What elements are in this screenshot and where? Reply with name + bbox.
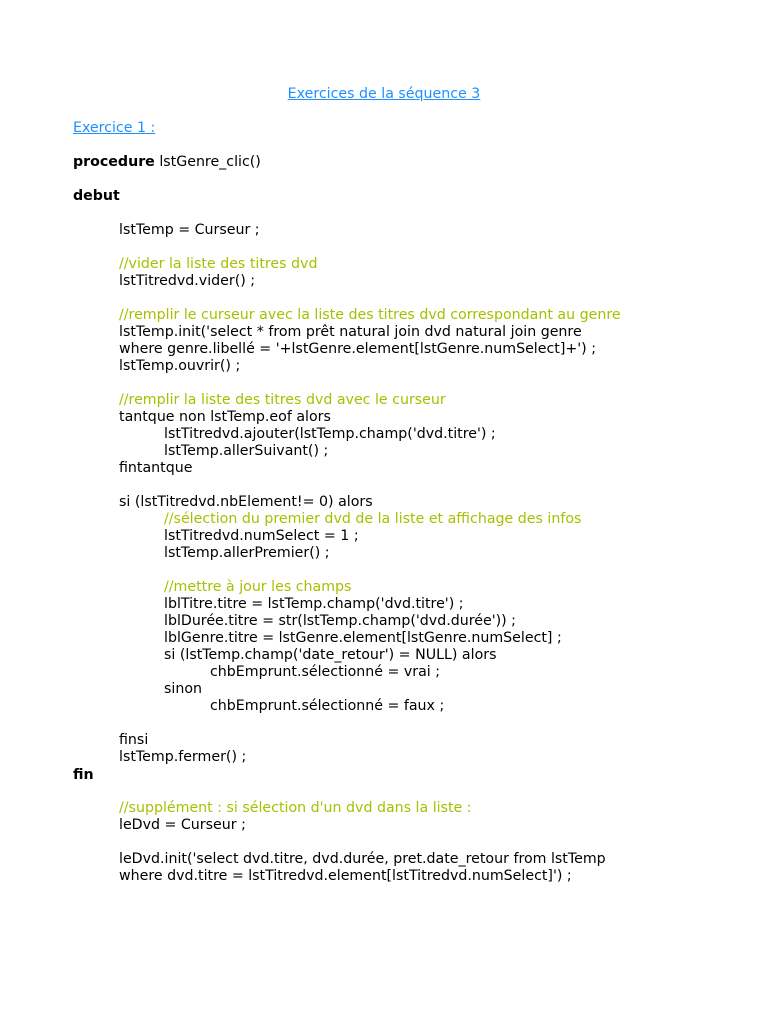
code-line: where genre.libellé = '+lstGenre.element[lstGenre.numSelect]+') ; <box>119 341 596 357</box>
code-line: finsi <box>119 732 149 748</box>
code-comment: //mettre à jour les champs <box>164 579 352 595</box>
procedure-line <box>73 154 261 171</box>
code-line: lstTemp.init('select * from prêt natural join dvd natural join genre <box>119 324 582 340</box>
code-line: si (lstTitredvd.nbElement!= 0) alors <box>119 494 373 510</box>
code-line: fintantque <box>119 460 193 476</box>
code-line: chbEmprunt.sélectionné = faux ; <box>210 698 445 714</box>
code-line: lstTemp.allerSuivant() ; <box>164 443 329 459</box>
document-title: Exercices de la séquence 3 <box>287 86 481 102</box>
code-line: lstTemp.fermer() ; <box>119 749 247 765</box>
code-line: leDvd = Curseur ; <box>119 817 246 833</box>
code-line: sinon <box>164 681 202 697</box>
code-line: lstTitredvd.ajouter(lstTemp.champ('dvd.titre') ; <box>164 426 496 442</box>
code-line: lblDurée.titre = str(lstTemp.champ('dvd.durée')) ; <box>164 613 516 629</box>
code-line: where dvd.titre = lstTitredvd.element[lstTitredvd.numSelect]') ; <box>119 868 572 884</box>
code-line: chbEmprunt.sélectionné = vrai ; <box>210 664 441 680</box>
procedure-keyword: procedure <box>73 154 155 170</box>
code-comment: //sélection du premier dvd de la liste et affichage des infos <box>164 511 582 527</box>
code-line: lstTemp.allerPremier() ; <box>164 545 330 561</box>
code-line: lstTemp = Curseur ; <box>119 222 260 238</box>
code-comment: //remplir la liste des titres dvd avec le curseur <box>119 392 446 408</box>
code-line: lstTitredvd.vider() ; <box>119 273 256 289</box>
code-line: si (lstTemp.champ('date_retour') = NULL) alors <box>164 647 497 663</box>
exercise-heading: Exercice 1 : <box>73 120 156 136</box>
code-line: lblTitre.titre = lstTemp.champ('dvd.titre') ; <box>164 596 464 612</box>
code-comment: //vider la liste des titres dvd <box>119 256 318 272</box>
code-line: lblGenre.titre = lstGenre.element[lstGenre.numSelect] ; <box>164 630 562 646</box>
code-line: lstTitredvd.numSelect = 1 ; <box>164 528 359 544</box>
code-comment: //supplément : si sélection d'un dvd dans la liste : <box>119 800 472 816</box>
fin-keyword: fin <box>73 767 94 783</box>
code-line: tantque non lstTemp.eof alors <box>119 409 331 425</box>
code-line: lstTemp.ouvrir() ; <box>119 358 241 374</box>
code-comment: //remplir le curseur avec la liste des titres dvd correspondant au genre <box>119 307 621 323</box>
code-line: leDvd.init('select dvd.titre, dvd.durée, pret.date_retour from lstTemp <box>119 851 606 867</box>
debut-keyword: debut <box>73 188 120 204</box>
procedure-name: lstGenre_clic() <box>154 154 261 170</box>
